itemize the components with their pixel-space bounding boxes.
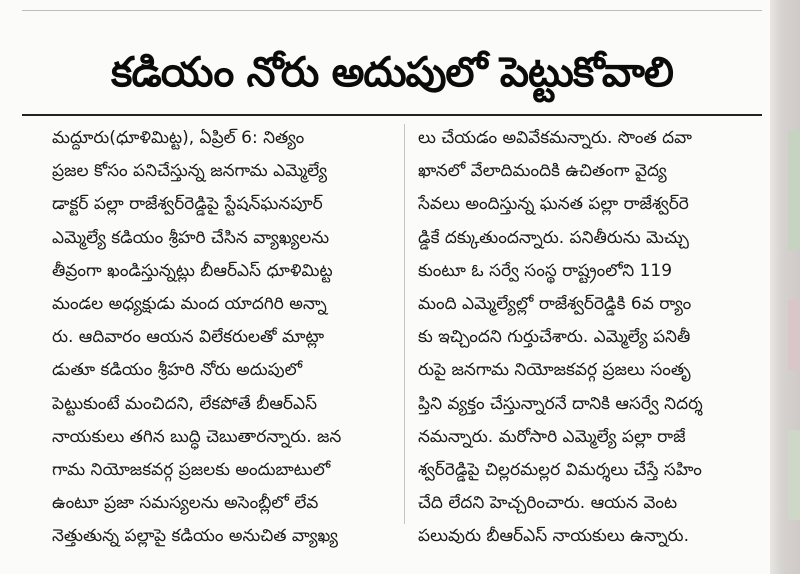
headline: కడియం నోరు అదుపులో పెట్టుకోవాలి <box>111 48 673 96</box>
text-line: మద్దూరు(ధూళిమిట్ట), ఏప్రిల్ 6: నిత్యం <box>52 128 305 148</box>
text-line: డాక్టర్ పల్లా రాజేశ్వర్‌రెడ్డిపై స్టేషన్‌ఘనపూర్ <box>52 194 323 215</box>
column-divider <box>404 124 405 524</box>
text-line: మండల అధ్యక్షుడు మంద యాదగిరి అన్నా <box>52 293 327 314</box>
text-line: చేది లేదని హెచ్చరించారు. ఆయన వెంట <box>418 493 678 514</box>
text-line: కుంటూ ఓ సర్వే సంస్థ రాష్ట్రంలోని 119 <box>418 260 673 281</box>
text-line: ఖానలో వేలాదిమందికి ఉచితంగా వైద్య <box>418 161 667 182</box>
text-line: నమన్నారు. మరోసారి ఎమ్మెల్యే పల్లా రాజే <box>418 426 686 447</box>
text-line: మంది ఎమ్మెల్యేల్లో రాజేశ్వర్‌రెడ్డికి 6వ ర్యాం <box>418 293 692 314</box>
adjacent-page-mark <box>788 430 800 520</box>
text-line: గామ నియోజకవర్గ ప్రజలకు అందుబాటులో <box>52 459 331 480</box>
text-line: డుతూ కడియం శ్రీహరి నోరు అదుపులో <box>52 360 303 381</box>
text-line: సేవలు అందిస్తున్న ఘనత పల్లా రాజేశ్వర్‌రె <box>418 194 689 215</box>
text-line: పలువురు బీఆర్‌ఎస్ నాయకులు ఉన్నారు. <box>418 526 689 547</box>
text-line: ప్తిని వ్యక్తం చేస్తున్నారనే దానికి ఆసర్వే నిదర్శ <box>418 393 703 414</box>
adjacent-page-mark <box>788 130 800 250</box>
headline-divider <box>22 114 762 116</box>
text-line: శ్వర్‌రెడ్డిపై చిల్లరమల్లర విమర్శలు చేస్తే సహిం <box>418 459 702 480</box>
adjacent-page-mark <box>788 300 800 370</box>
text-line: కు ఇచ్చిందని గుర్తుచేశారు. ఎమ్మెల్యే పనితీ <box>418 327 691 348</box>
text-line: ప్రజల కోసం పనిచేస్తున్న జనగామ ఎమ్మెల్యే <box>52 161 327 182</box>
top-divider <box>22 10 762 11</box>
text-line: లు చేయడం అవివేకమన్నారు. సొంత దవా <box>418 128 692 148</box>
text-line: ఎమ్మెల్యే కడియం శ్రీహరి చేసిన వ్యాఖ్యలను <box>52 227 330 248</box>
text-line: నెత్తుతున్న పల్లాపై కడియం అనుచిత వ్యాఖ్య <box>52 526 338 547</box>
text-line: రుపై జనగామ నియోజకవర్గ ప్రజలు సంతృ <box>418 360 691 381</box>
article-column-right <box>418 122 746 553</box>
text-line: ఉంటూ ప్రజా సమస్యలను అసెంబ్లీలో లేవ <box>52 493 319 514</box>
text-line: నాయకులు తగిన బుద్ధి చెబుతారన్నారు. జన <box>52 426 342 447</box>
article-column-left <box>52 122 392 553</box>
text-line: తీవ్రంగా ఖండిస్తున్నట్లు బీఆర్‌ఎస్ ధూళిమిట్ట <box>52 260 333 281</box>
text-line: డ్డికే దక్కుతుందన్నారు. పనితీరును మెచ్చు <box>418 227 689 248</box>
text-line: రు. ఆదివారం ఆయన విలేకరులతో మాట్లా <box>52 327 325 348</box>
text-line: పెట్టుకుంటే మంచిదని, లేకపోతే బీఆర్‌ఎస్ <box>52 393 318 414</box>
